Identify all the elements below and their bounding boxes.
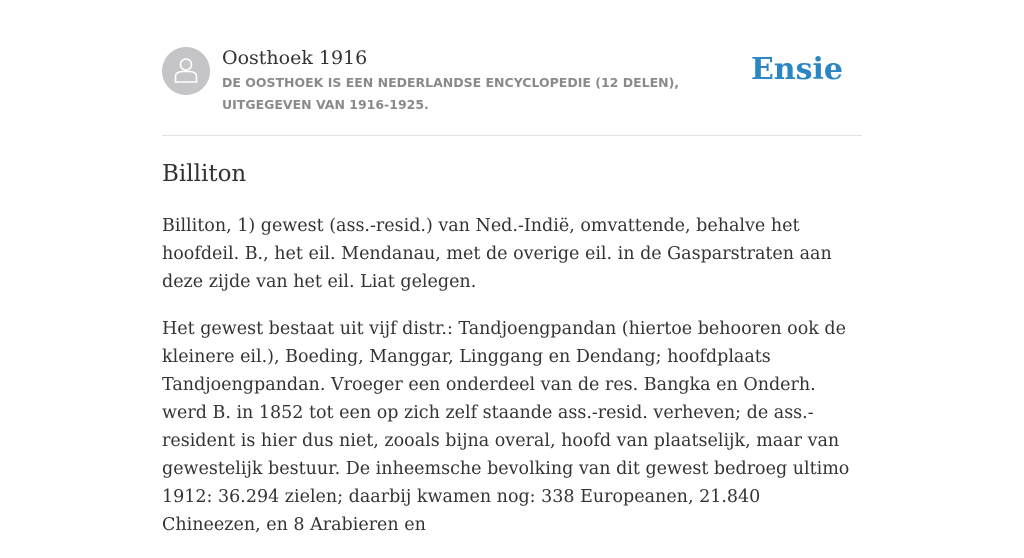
content-container <box>162 0 862 535</box>
ensie-logo[interactable]: Ensie <box>750 52 843 87</box>
user-icon <box>174 57 198 83</box>
author-description: DE OOSTHOEK IS EEN NEDERLANDSE ENCYCLOPEDIE (12 DELEN), UITGEGEVEN VAN 1916-1925. <box>222 75 680 112</box>
article-body <box>162 212 862 558</box>
article-paragraph: Het gewest bestaat uit vijf distr.: Tandjoengpandan (hiertoe behooren ook de kleinere eil.), Boeding, Manggar, Linggang en Dendang; hoofdplaats Tandjoengpandan. Vroeger een onderdeel van de res. Bangka en Onderh. werd B. in 1852 tot een op zich zelf staande ass.-resid. verheven; de ass.-resident is hier dus niet, zooals bijna overal, hoofd van plaatselijk, maar van gewestelijk bestuur. De inheemsche bevolking van dit gewest bedroeg ultimo 1912: 36.294 zielen; daarbij kwamen nog: 338 Europeanen, 21.840 Chineezen, en 8 Arabieren en <box>162 319 850 535</box>
page-title: Billiton <box>162 161 247 187</box>
author-header <box>162 0 862 136</box>
avatar[interactable] <box>162 47 210 95</box>
article-paragraph: Billiton, 1) gewest (ass.-resid.) van Ned.-Indië, omvattende, behalve het hoofdeil. B., het eil. Mendanau, met de overige eil. in de Gasparstraten aan deze zijde van het eil. Liat gelegen. <box>162 216 832 292</box>
author-name[interactable]: Oosthoek 1916 <box>222 47 368 69</box>
